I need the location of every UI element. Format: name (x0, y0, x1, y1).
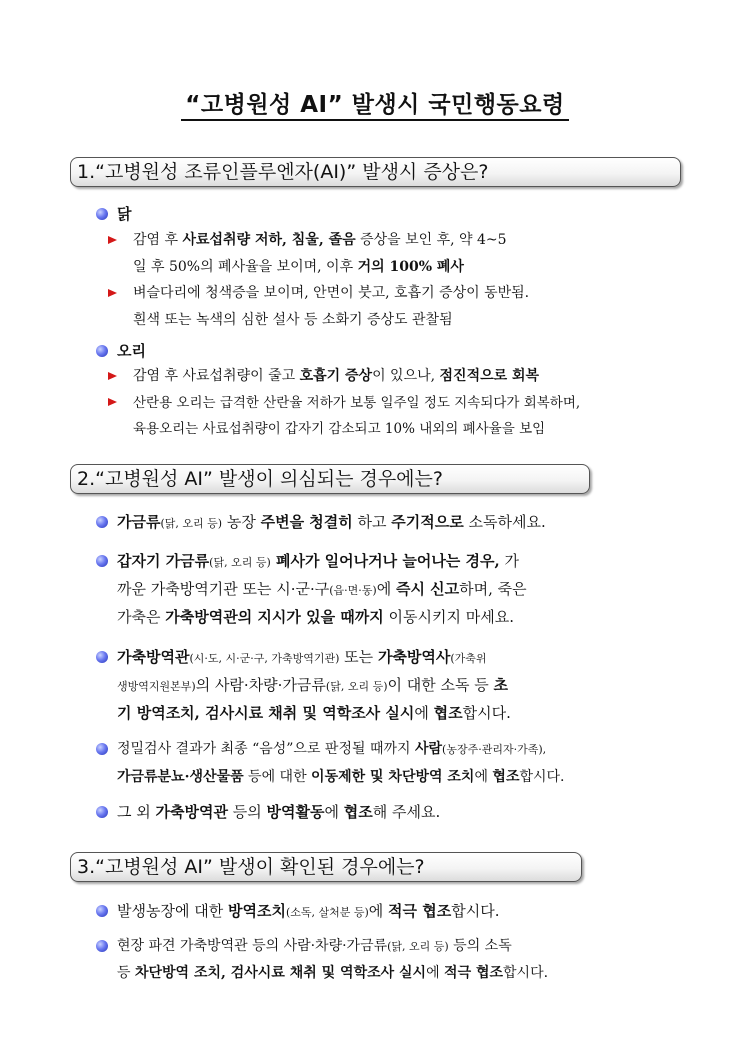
section2-item-2-line1: 갑자기 가금류(닭, 오리 등) 폐사가 일어나거나 늘어나는 경우, 가 (117, 552, 519, 570)
duck-symptom-1: 감염 후 사료섭취량이 줄고 호흡기 증상이 있으나, 점진적으로 회복 (133, 368, 540, 384)
section2-item-2-line2: 까운 가축방역기관 또는 시·군·구(읍·면·동)에 즉시 신고하며, 죽은 (117, 580, 527, 598)
chicken-symptom-1-line1: 감염 후 사료섭취량 저하, 침울, 졸음 증상을 보인 후, 약 4~5 (133, 232, 507, 248)
duck-symptom-2-line1: 산란용 오리는 급격한 산란율 저하가 보통 일주일 정도 지속되다가 회복하며, (133, 395, 581, 411)
section2-item-3-line3: 기 방역조치, 검사시료 채취 및 역학조사 실시에 협조합시다. (117, 704, 511, 722)
section2-item-3-line1: 가축방역관(시·도, 시·군·구, 가축방역기관) 또는 가축방역사(가축위 (117, 648, 487, 666)
bullet-dot-icon (96, 905, 108, 917)
section2-item-1: 가금류(닭, 오리 등) 농장 주변을 청결히 하고 주기적으로 소독하세요. (117, 513, 546, 531)
bullet-dot-icon (96, 208, 108, 220)
section2-item-4-line2: 가금류분뇨·생산물품 등에 대한 이동제한 및 차단방역 조치에 협조합시다. (117, 769, 565, 785)
section3-item-1: 발생농장에 대한 방역조치(소독, 살처분 등)에 적극 협조합시다. (117, 902, 500, 920)
section3-item-2-line1: 현장 파견 가축방역관 등의 사람·차량·가금류(닭, 오리 등) 등의 소독 (117, 938, 512, 954)
section1-heading: 1.“고병원성 조류인플루엔자(AI)” 발생시 증상은? (70, 157, 681, 187)
arrow-bullet-icon (108, 236, 117, 244)
bullet-dot-icon (96, 651, 108, 663)
section2-item-2-line3: 가축은 가축방역관의 지시가 있을 때까지 이동시키지 마세요. (117, 608, 515, 626)
section3-item-2-line2: 등 차단방역 조치, 검사시료 채취 및 역학조사 실시에 적극 협조합시다. (117, 965, 549, 981)
chicken-symptom-2-line1: 벼슬다리에 청색증을 보이며, 안면이 붓고, 호흡기 증상이 동반됨. (133, 285, 530, 301)
section2-heading: 2.“고병원성 AI” 발생이 의심되는 경우에는? (70, 464, 590, 494)
chicken-symptom-2-line2: 흰색 또는 녹색의 심한 설사 등 소화기 증상도 관찰됨 (133, 312, 453, 328)
section2-item-3-line2: 생방역지원본부)의 사람·차량·가금류(닭, 오리 등)이 대한 소독 등 초 (117, 676, 509, 694)
chicken-symptom-1-line2: 일 후 50%의 폐사율을 보이며, 이후 거의 100% 폐사 (133, 259, 464, 275)
arrow-bullet-icon (108, 372, 117, 380)
bullet-dot-icon (96, 940, 108, 952)
section2-item-4-line1: 정밀검사 결과가 최종 “음성”으로 판정될 때까지 사람(농장주·관리자·가족), (117, 741, 547, 757)
bullet-dot-icon (96, 345, 108, 357)
arrow-bullet-icon (108, 398, 117, 406)
section2-item-5: 그 외 가축방역관 등의 방역활동에 협조해 주세요. (117, 803, 441, 821)
bullet-dot-icon (96, 516, 108, 528)
bullet-dot-icon (96, 743, 108, 755)
bullet-dot-icon (96, 555, 108, 567)
document-title: “고병원성 AI” 발생시 국민행동요령 (0, 86, 750, 119)
arrow-bullet-icon (108, 289, 117, 297)
chicken-label: 닭 (117, 205, 132, 223)
duck-label: 오리 (117, 342, 146, 360)
bullet-dot-icon (96, 806, 108, 818)
section3-heading: 3.“고병원성 AI” 발생이 확인된 경우에는? (70, 852, 582, 882)
duck-symptom-2-line2: 육용오리는 사료섭취량이 갑자기 감소되고 10% 내외의 폐사율을 보임 (133, 421, 546, 437)
